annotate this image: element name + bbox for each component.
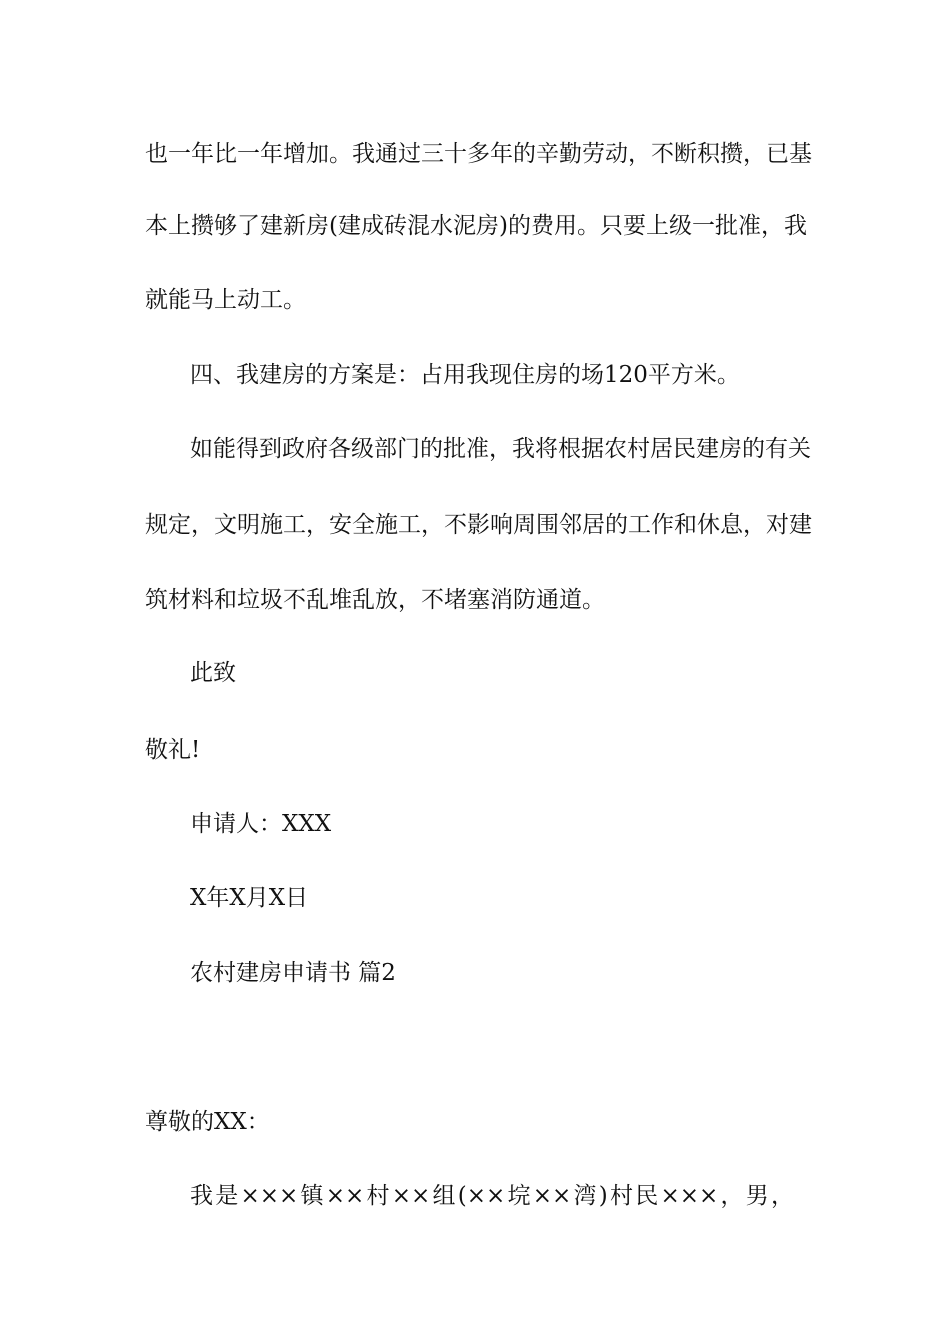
paragraph-line-6: 规定，文明施工，安全施工，不影响周围邻居的工作和休息，对建	[145, 512, 812, 538]
section-title: 农村建房申请书 篇2	[190, 960, 396, 986]
paragraph-line-5: 如能得到政府各级部门的批准，我将根据农村居民建房的有关	[190, 436, 811, 462]
paragraph-line-8: 我是×××镇××村××组(××垸××湾)村民×××，男，	[190, 1183, 794, 1209]
letter-greeting: 尊敬的XX：	[145, 1109, 270, 1135]
paragraph-line-4: 四、我建房的方案是：占用我现住房的场120平方米。	[190, 362, 740, 388]
paragraph-line-7: 筑材料和垃圾不乱堆乱放，不堵塞消防通道。	[145, 587, 605, 613]
closing-salutation: 此致	[190, 660, 236, 686]
paragraph-line-1: 也一年比一年增加。我通过三十多年的辛勤劳动，不断积攒，已基	[145, 141, 812, 167]
paragraph-line-2: 本上攒够了建新房(建成砖混水泥房)的费用。只要上级一批准，我	[145, 213, 807, 239]
paragraph-line-3: 就能马上动工。	[145, 287, 306, 313]
signature-date: X年X月X日	[190, 885, 309, 911]
applicant-signature: 申请人：XXX	[190, 811, 332, 837]
closing-respect: 敬礼!	[145, 737, 201, 763]
